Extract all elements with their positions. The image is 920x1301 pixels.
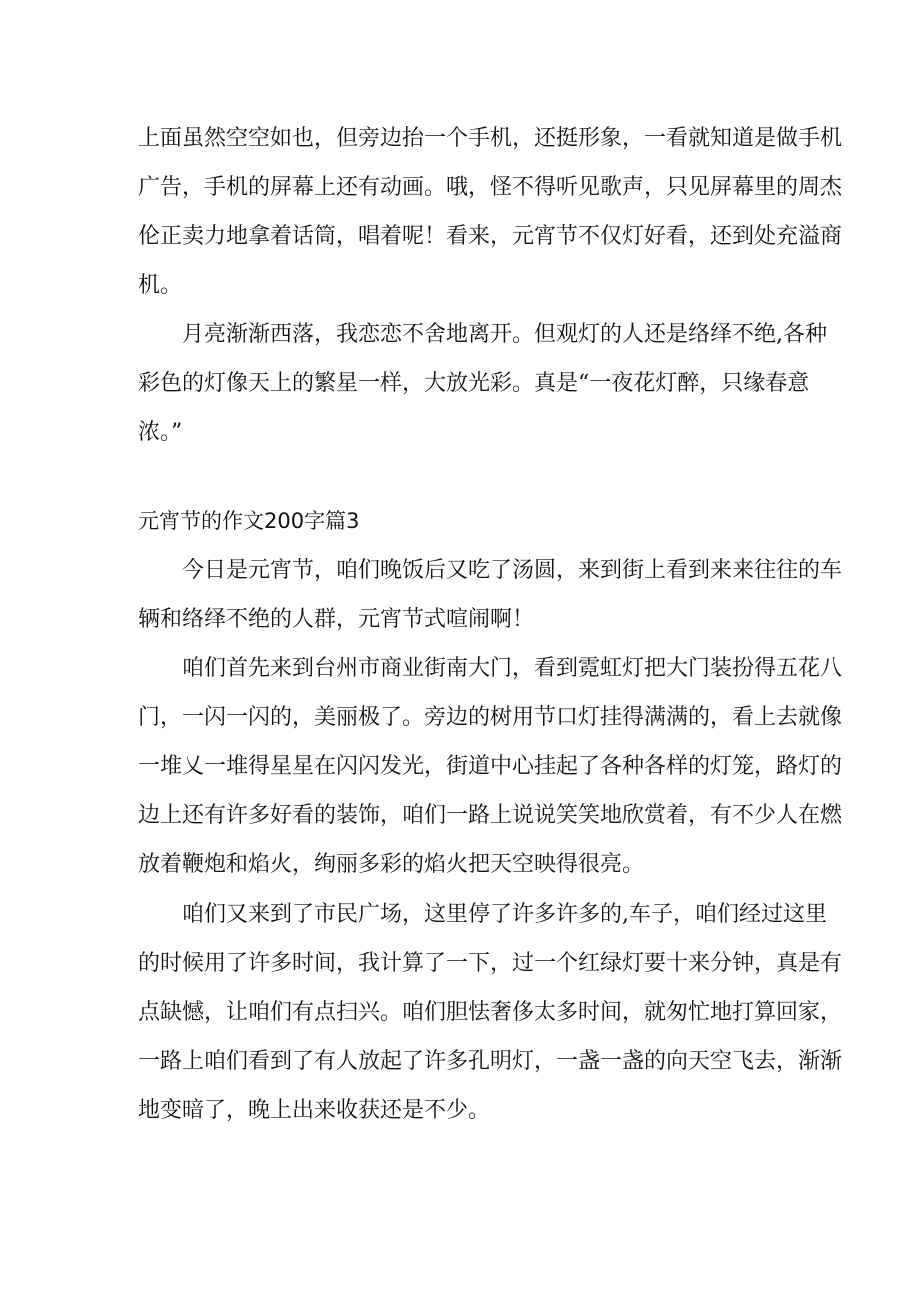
paragraph-line: 点缺憾，让咱们有点扫兴。咱们胆怯奢侈太多时间，就匆忙地打算回家， <box>138 1000 843 1025</box>
paragraph-line: 广告，手机的屏幕上还有动画。哦，怪不得听见歌声，只见屏幕里的周杰 <box>138 175 843 200</box>
paragraph-line: 月亮渐渐西落，我恋恋不舍地离开。但观灯的人还是络绎不绝,各种 <box>182 322 827 347</box>
paragraph-line: 边上还有许多好看的装饰，咱们一路上说说笑笑地欣赏着，有不少人在燃 <box>138 803 843 828</box>
paragraph-line: 辆和络绎不绝的人群，元宵节式喧闹啊！ <box>138 607 535 632</box>
paragraph-5 <box>138 890 843 1135</box>
paragraph-line: 一路上咱们看到了有人放起了许多孔明灯，一盏一盏的向天空飞去，渐渐 <box>138 1049 843 1074</box>
paragraph-4 <box>138 644 843 889</box>
paragraph-line: 的时候用了许多时间，我计算了一下，过一个红绿灯要十来分钟，真是有 <box>138 951 843 976</box>
paragraph-line: 机。 <box>138 273 183 298</box>
paragraph-line: 上面虽然空空如也，但旁边抬一个手机，还挺形象，一看就知道是做手机 <box>138 126 843 151</box>
paragraph-line: 放着鞭炮和焰火，绚丽多彩的焰火把天空映得很亮。 <box>138 852 645 877</box>
paragraph-2 <box>138 310 827 457</box>
paragraph-line: 浓。” <box>138 420 183 445</box>
paragraph-line: 一堆乂一堆得星星在闪闪发光，街道中心挂起了各种各样的灯笼，路灯的 <box>138 754 843 779</box>
paragraph-line: 今日是元宵节，咱们晚饭后又吃了汤圆，来到街上看到来来往往的车 <box>182 558 843 583</box>
section-heading: 元宵节的作文200字篇3 <box>138 509 360 533</box>
paragraph-line: 地变暗了，晚上出来收获还是不少。 <box>138 1098 491 1123</box>
paragraph-line: 咱们首先来到台州市商业街南大门，看到霓虹灯把大门装扮得五花八 <box>182 656 843 681</box>
paragraph-1 <box>138 114 843 310</box>
paragraph-line: 门，一闪一闪的，美丽极了。旁边的树用节口灯挂得满满的，看上去就像 <box>138 705 843 730</box>
paragraph-line: 伦正卖力地拿着话筒，唱着呢！看来，元宵节不仅灯好看，还到处充溢商 <box>138 224 843 249</box>
paragraph-3 <box>138 546 843 644</box>
paragraph-line: 咱们又来到了市民广场，这里停了许多许多的,车子，咱们经过这里 <box>182 902 827 927</box>
paragraph-line: 彩色的灯像天上的繁星一样，大放光彩。真是“一夜花灯醉，只缘春意 <box>138 371 810 396</box>
